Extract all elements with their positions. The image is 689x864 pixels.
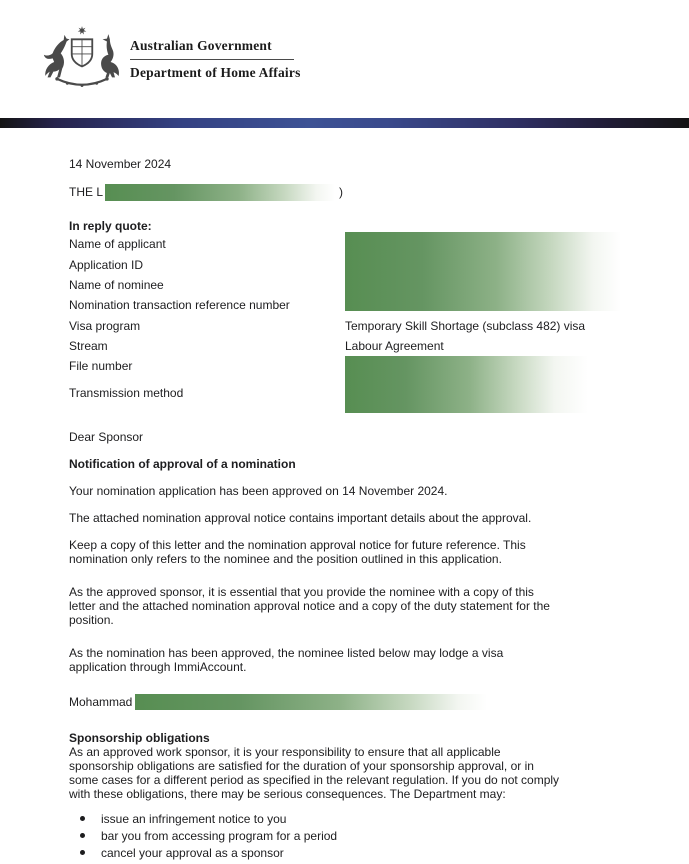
nominee-redaction-block	[135, 694, 487, 710]
field-label-name-of-nominee: Name of nominee	[69, 278, 164, 292]
bullet-text: issue an infringement notice to you	[101, 812, 287, 826]
paragraph-lodge-visa: As the nomination has been approved, the nominee listed below may lodge a visa application through ImmiAccount.	[69, 646, 504, 674]
paragraph-approved: Your nomination application has been approved on 14 November 2024.	[69, 484, 448, 498]
recipient-redaction-block	[105, 184, 335, 201]
field-label-nomination-reference: Nomination transaction reference number	[69, 298, 290, 312]
recipient-suffix: )	[339, 185, 344, 199]
field-label-stream: Stream	[69, 339, 108, 353]
field-label-file-number: File number	[69, 359, 133, 373]
letter-date: 14 November 2024	[69, 157, 172, 171]
nominee-line	[69, 694, 487, 710]
field-label-visa-program: Visa program	[69, 319, 141, 333]
obligations-paragraph: As an approved work sponsor, it is your responsibility to ensure that all applicable sponsorship obligations are satisfied for the duration of your sponsorship approval, or in some cases for a different period as specified in the relevant regulation. If you do not comply with these obligations, there may be serious consequences. The Department may:	[69, 745, 560, 801]
bullet-dot-icon	[80, 850, 85, 855]
bullet-infringement-notice	[80, 812, 286, 826]
paragraph-attached-notice: The attached nomination approval notice contains important details about the approval.	[69, 511, 532, 525]
fields-redaction-block-top	[345, 232, 621, 311]
recipient-prefix: THE L	[69, 185, 104, 199]
header-band	[0, 118, 689, 128]
subject-heading: Notification of approval of a nomination	[69, 457, 296, 471]
nominee-visible-name: Mohammad	[69, 695, 133, 709]
dept-title: Department of Home Affairs	[130, 65, 301, 80]
header-title-divider	[130, 59, 294, 60]
bullet-text: bar you from accessing program for a period	[101, 829, 338, 843]
field-label-transmission-method: Transmission method	[69, 386, 184, 400]
obligations-heading: Sponsorship obligations	[69, 731, 210, 745]
paragraph-keep-copy: Keep a copy of this letter and the nomination approval notice for future reference. This nomination only refers to the nominee and the position outlined in this application.	[69, 538, 526, 566]
bullet-dot-icon	[80, 816, 85, 821]
bullet-bar-from-program	[80, 829, 337, 843]
field-value-stream: Labour Agreement	[345, 339, 444, 353]
paragraph-provide-nominee: As the approved sponsor, it is essential that you provide the nominee with a copy of this letter and the attached nomination approval notice and a copy of the duty statement for the position.	[69, 585, 550, 627]
bullet-dot-icon	[80, 833, 85, 838]
bullet-cancel-approval	[80, 846, 284, 860]
field-value-visa-program: Temporary Skill Shortage (subclass 482) visa	[345, 319, 586, 333]
recipient-line	[69, 184, 343, 201]
australian-coat-of-arms-icon	[38, 18, 126, 98]
in-reply-quote-label: In reply quote:	[69, 219, 152, 233]
field-label-name-of-applicant: Name of applicant	[69, 237, 166, 251]
bullet-text: cancel your approval as a sponsor	[101, 846, 284, 860]
fields-redaction-block-bottom	[345, 356, 621, 413]
salutation: Dear Sponsor	[69, 430, 144, 444]
field-label-application-id: Application ID	[69, 258, 144, 272]
gov-title: Australian Government	[130, 38, 272, 53]
